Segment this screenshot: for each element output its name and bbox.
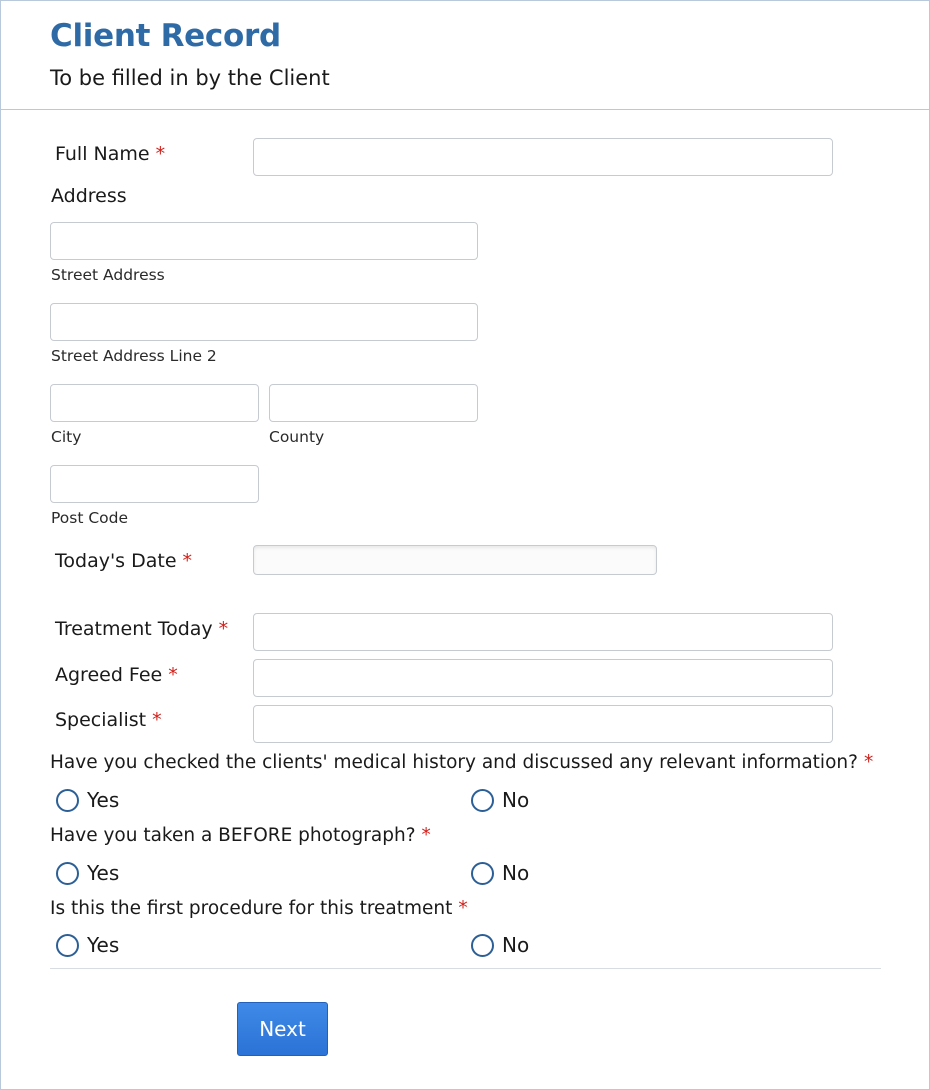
agreed-fee-label: [55, 664, 178, 686]
specialist-input[interactable]: [253, 705, 833, 743]
required-marker: *: [182, 550, 193, 572]
city-input[interactable]: [50, 384, 259, 422]
required-marker: *: [168, 664, 178, 686]
radio-option-label: Yes: [87, 788, 120, 812]
postcode-sublabel: Post Code: [51, 509, 129, 527]
specialist-label-text: Specialist: [55, 709, 147, 731]
street-address-input[interactable]: [50, 222, 478, 260]
street-address-sublabel: Street Address: [51, 266, 165, 284]
agreed-fee-input[interactable]: [253, 659, 833, 697]
treatment-today-input[interactable]: [253, 613, 833, 651]
treatment-today-label-text: Treatment Today: [55, 618, 213, 640]
next-button[interactable]: Next: [237, 1002, 328, 1056]
todays-date-label: [55, 550, 192, 572]
radio-circle-icon[interactable]: [471, 862, 494, 885]
page-subtitle: To be filled in by the Client: [50, 66, 330, 90]
radio-option-label: Yes: [87, 933, 120, 957]
question-medical-history: [50, 752, 873, 773]
radio-option-label: Yes: [87, 861, 120, 885]
first-procedure-no-radio[interactable]: [471, 933, 529, 957]
first-procedure-yes-radio[interactable]: [56, 933, 119, 957]
county-input[interactable]: [269, 384, 478, 422]
city-sublabel: City: [51, 428, 82, 446]
radio-circle-icon[interactable]: [471, 789, 494, 812]
radio-circle-icon[interactable]: [56, 934, 79, 957]
required-marker: *: [152, 709, 162, 731]
county-sublabel: County: [269, 428, 325, 446]
medical-history-no-radio[interactable]: [471, 788, 529, 812]
address-label: Address: [51, 185, 127, 207]
question-first-procedure: [50, 898, 468, 919]
radio-option-label: No: [502, 933, 530, 957]
question-text: Have you checked the clients' medical history and discussed any relevant information?: [50, 752, 858, 773]
question-before-photo: [50, 825, 431, 846]
form-header: [0, 0, 930, 110]
radio-circle-icon[interactable]: [471, 934, 494, 957]
required-marker: *: [458, 898, 468, 919]
form-divider: [50, 968, 881, 969]
required-marker: *: [421, 825, 431, 846]
todays-date-input[interactable]: [253, 545, 657, 575]
medical-history-yes-radio[interactable]: [56, 788, 119, 812]
before-photo-no-radio[interactable]: [471, 861, 529, 885]
street-address-line2-input[interactable]: [50, 303, 478, 341]
question-text: Is this the first procedure for this treatment: [50, 898, 453, 919]
agreed-fee-label-text: Agreed Fee: [55, 664, 163, 686]
radio-option-label: No: [502, 861, 530, 885]
page-title: Client Record: [50, 18, 281, 54]
radio-option-label: No: [502, 788, 530, 812]
street-address-line2-sublabel: Street Address Line 2: [51, 347, 217, 365]
required-marker: *: [218, 618, 229, 640]
question-text: Have you taken a BEFORE photograph?: [50, 825, 416, 846]
postcode-input[interactable]: [50, 465, 259, 503]
todays-date-label-text: Today's Date: [55, 550, 177, 572]
before-photo-yes-radio[interactable]: [56, 861, 119, 885]
treatment-today-label: [55, 618, 228, 640]
radio-circle-icon[interactable]: [56, 789, 79, 812]
specialist-label: [55, 709, 162, 731]
radio-circle-icon[interactable]: [56, 862, 79, 885]
required-marker: *: [863, 752, 874, 773]
full-name-input[interactable]: [253, 138, 833, 176]
required-marker: *: [155, 143, 166, 165]
full-name-label-text: Full Name: [55, 143, 150, 165]
full-name-label: [55, 143, 165, 165]
